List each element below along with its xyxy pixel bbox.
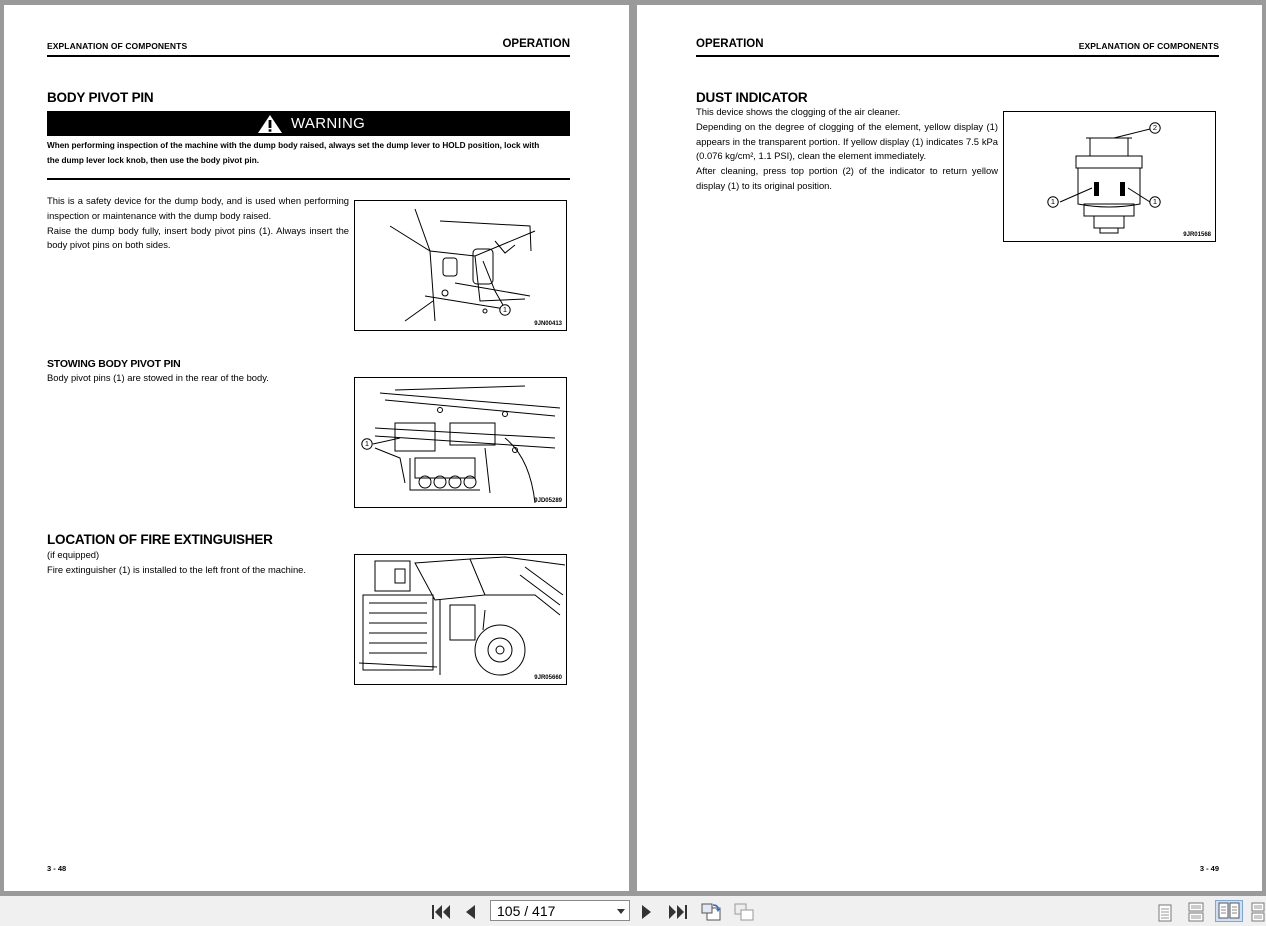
warning-line-2: the dump lever lock knob, then use the body pivot pin. xyxy=(47,156,259,165)
dust-title: DUST INDICATOR xyxy=(696,90,808,105)
dust-para-2: After cleaning, press top portion (2) of the indicator to return yellow display (1) to its original position. xyxy=(696,165,998,191)
body-pivot-title: BODY PIVOT PIN xyxy=(47,90,154,105)
left-page-number: 3 - 48 xyxy=(47,864,67,873)
viewer-toolbar xyxy=(0,896,1266,926)
stowing-drawing xyxy=(355,378,566,507)
right-header-rule xyxy=(696,55,1219,57)
dust-indicator-drawing xyxy=(1004,112,1215,241)
stowing-figure: 1 9JD05289 xyxy=(354,377,567,508)
fire-figure xyxy=(354,554,567,685)
single-page-view-icon[interactable] xyxy=(1157,904,1173,922)
body-pivot-figure-code: 9JN00413 xyxy=(534,321,562,327)
fire-title: LOCATION OF FIRE EXTINGUISHER xyxy=(47,532,273,547)
dust-line-1: This device shows the clogging of the air cleaner. xyxy=(696,106,901,117)
dust-para-1: Depending on the degree of clogging of the element, yellow display (1) appears in the transparent portion. If yellow display (1) indicates 7.5 kPa (0.076 kg/cm², 1.1 PSI), clean the element immediately. xyxy=(696,120,998,162)
body-pivot-drawing xyxy=(355,201,566,330)
right-page-number: 3 - 49 xyxy=(1199,864,1219,873)
left-header-rule xyxy=(47,55,570,57)
continuous-view-icon[interactable] xyxy=(1187,902,1205,922)
dust-figure: 2 1 1 9JR01568 xyxy=(1003,111,1216,242)
chevron-down-icon[interactable] xyxy=(617,909,625,914)
dust-figure-code: 9JR01568 xyxy=(1183,232,1211,238)
rotate-icon[interactable] xyxy=(700,902,722,922)
warning-rule xyxy=(47,178,570,180)
facing-view-button[interactable] xyxy=(1215,900,1243,922)
warning-line-1: When performing inspection of the machine with the dump body raised, always set the dump lever to HOLD position, lock with xyxy=(47,141,540,150)
body-pivot-text xyxy=(47,194,349,253)
stowing-text: Body pivot pins (1) are stowed in the rear of the body. xyxy=(47,372,269,383)
warning-text xyxy=(47,138,570,168)
right-page xyxy=(637,5,1262,891)
dust-text xyxy=(696,105,998,194)
page-number-value: 105 / 417 xyxy=(497,903,556,919)
warning-triangle-icon xyxy=(257,114,283,134)
prev-page-icon[interactable] xyxy=(463,904,477,920)
export-icon[interactable] xyxy=(733,902,755,922)
cover-view-icon[interactable] xyxy=(1250,902,1266,922)
warning-banner xyxy=(47,111,570,136)
page-number-select[interactable] xyxy=(490,900,630,921)
first-page-icon[interactable] xyxy=(431,904,451,920)
fire-drawing xyxy=(355,555,566,684)
stowing-figure-code: 9JD05289 xyxy=(534,498,562,504)
stowing-title: STOWING BODY PIVOT PIN xyxy=(47,358,181,370)
facing-view-icon xyxy=(1216,901,1242,921)
left-header-chapter: OPERATION xyxy=(502,38,570,50)
left-page xyxy=(4,5,629,891)
right-header-section: EXPLANATION OF COMPONENTS xyxy=(1078,41,1219,51)
body-pivot-figure: 1 9JN00413 xyxy=(354,200,567,331)
next-page-icon[interactable] xyxy=(640,904,654,920)
fire-note: (if equipped) xyxy=(47,549,100,560)
right-header-chapter: OPERATION xyxy=(696,38,764,50)
fire-text: Fire extinguisher (1) is installed to the left front of the machine. xyxy=(47,564,306,575)
body-pivot-para-1: This is a safety device for the dump body, and is used when performing inspection or maintenance with the dump body raised. xyxy=(47,195,349,221)
last-page-icon[interactable] xyxy=(668,904,688,920)
fire-figure-code: 9JR05660 xyxy=(534,675,562,681)
warning-label: WARNING xyxy=(291,115,366,132)
left-header-section: EXPLANATION OF COMPONENTS xyxy=(47,41,188,51)
body-pivot-para-2: Raise the dump body fully, insert body pivot pins (1). Always insert the body pivot pins on both sides. xyxy=(47,224,349,251)
